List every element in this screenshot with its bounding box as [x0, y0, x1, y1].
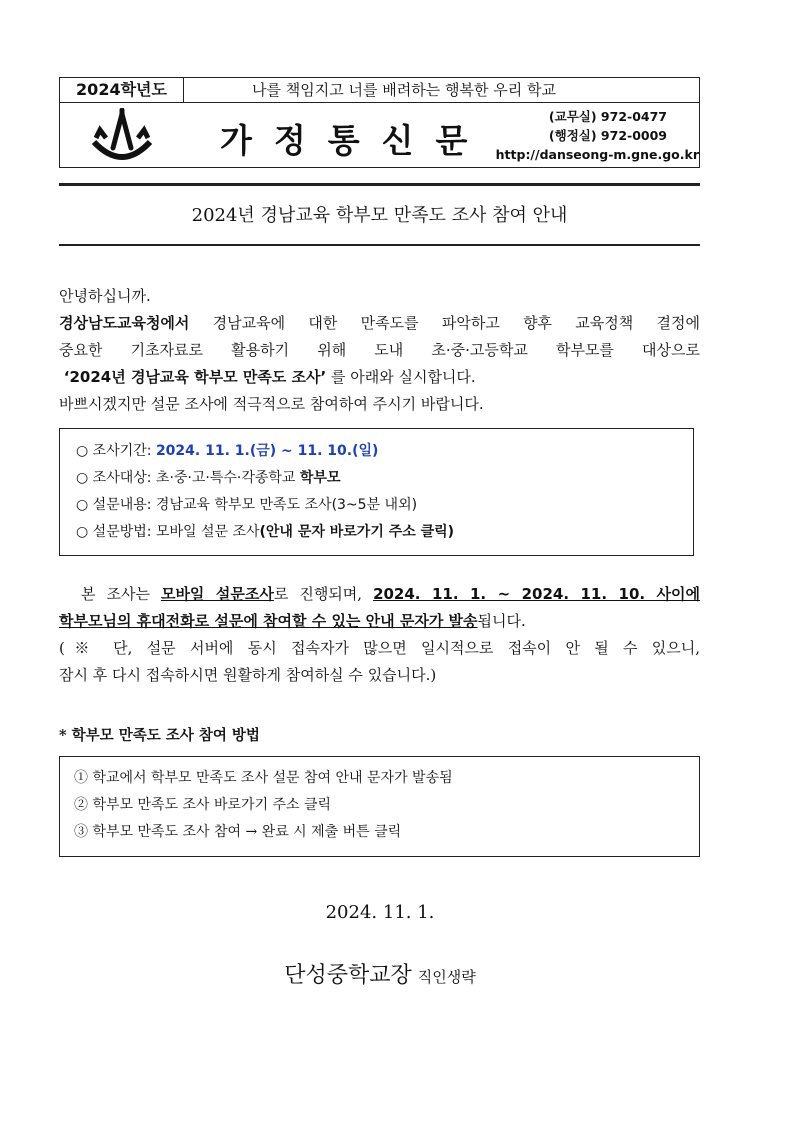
target-label: ○ 조사대상: 초·중·고·특수·각종학교	[76, 470, 300, 486]
title-rule-top	[59, 183, 700, 186]
intro-line-1-text: 경남교육에 대한 만족도를 파악하고 향후 교육정책 결정에	[189, 314, 700, 332]
method-label: ○ 설문방법: 모바일 설문 조사	[76, 524, 260, 540]
period-value: 2024. 11. 1.(금) ~ 11. 10.(일)	[155, 443, 379, 459]
notice-line-3: (※ 단, 설문 서버에 동시 접속자가 많으면 일시적으로 접속이 안 될 수 있으니,	[59, 639, 700, 657]
contact-info	[496, 107, 699, 164]
period-label: ○ 조사기간:	[76, 443, 156, 459]
signature	[0, 958, 760, 989]
step-item: ③ 학부모 만족도 조사 참여 → 완료 시 제출 버튼 클릭	[74, 824, 402, 840]
step-item: ② 학부모 만족도 조사 바로가기 주소 클릭	[74, 797, 332, 813]
info-method	[76, 519, 693, 546]
notice-pre: 본 조사는	[81, 585, 161, 603]
mobile-survey: 모바일 설문조사	[160, 585, 274, 603]
survey-name: ‘2024년 경남교육 학부모 만족도 조사’	[63, 368, 327, 386]
target-value: 학부모	[299, 470, 341, 486]
notice-mid: 로 진행되며,	[273, 585, 374, 603]
letter-title: 가정통신문	[220, 121, 490, 160]
contact-admin: (행정실) 972-0009	[548, 128, 667, 143]
notice-line-2-text: 됩니다.	[477, 612, 526, 630]
org-name: 경상남도교육청에서	[59, 314, 190, 332]
intro-line-4: 바쁘시겠지만 설문 조사에 적극적으로 참여하여 주시기 바랍니다.	[59, 395, 484, 413]
survey-dates: 2024. 11. 1. ~ 2024. 11. 10. 사이에	[373, 585, 700, 603]
seal-omitted: 직인생략	[417, 968, 476, 986]
info-target	[76, 465, 693, 492]
contact-office: (교무실) 972-0477	[548, 109, 667, 124]
step-item: ① 학교에서 학부모 만족도 조사 설문 참여 안내 문자가 발송됨	[74, 770, 453, 786]
steps-box	[59, 756, 700, 857]
intro-line-3-text: 를 아래와 실시합니다.	[330, 368, 476, 386]
school-principal: 단성중학교장	[284, 963, 412, 988]
notice-line-2	[59, 608, 700, 635]
school-year: 2024학년도	[60, 78, 184, 102]
intro-paragraph	[59, 283, 700, 418]
steps-heading: * 학부모 만족도 조사 참여 방법	[59, 727, 260, 744]
greeting: 안녕하십니까.	[59, 287, 151, 305]
document-title: 2024년 경남교육 학부모 만족도 조사 참여 안내	[191, 205, 568, 226]
method-value: (안내 문자 바로가기 주소 클릭)	[259, 524, 455, 540]
school-url[interactable]: http://danseong-m.gne.go.kr	[495, 147, 699, 162]
notice-line-4: 잠시 후 다시 접속하시면 원활하게 참여하실 수 있습니다.)	[59, 666, 437, 684]
survey-info-box	[59, 428, 694, 556]
school-motto: 나를 책임지고 너를 배려하는 행복한 우리 학교	[252, 81, 556, 99]
info-content: ○ 설문내용: 경남교육 학부모 만족도 조사(3~5분 내외)	[76, 497, 418, 513]
intro-line-1	[59, 310, 700, 337]
intro-line-2: 중요한 기초자료로 활용하기 위해 도내 초·중·고등학교 학부모를 대상으로	[59, 341, 700, 359]
title-rule-bottom	[59, 244, 700, 246]
school-emblem-icon	[82, 108, 162, 164]
notice-paragraph	[59, 581, 700, 689]
header-top-row	[60, 78, 699, 103]
notice-sms: 학부모님의 휴대전화로 설문에 참여할 수 있는 안내 문자가 발송	[59, 612, 478, 630]
info-period	[76, 438, 693, 465]
issue-date: 2024. 11. 1.	[325, 902, 435, 923]
notice-line-1	[59, 581, 700, 608]
letter-header	[59, 77, 700, 168]
intro-line-3	[59, 364, 700, 391]
